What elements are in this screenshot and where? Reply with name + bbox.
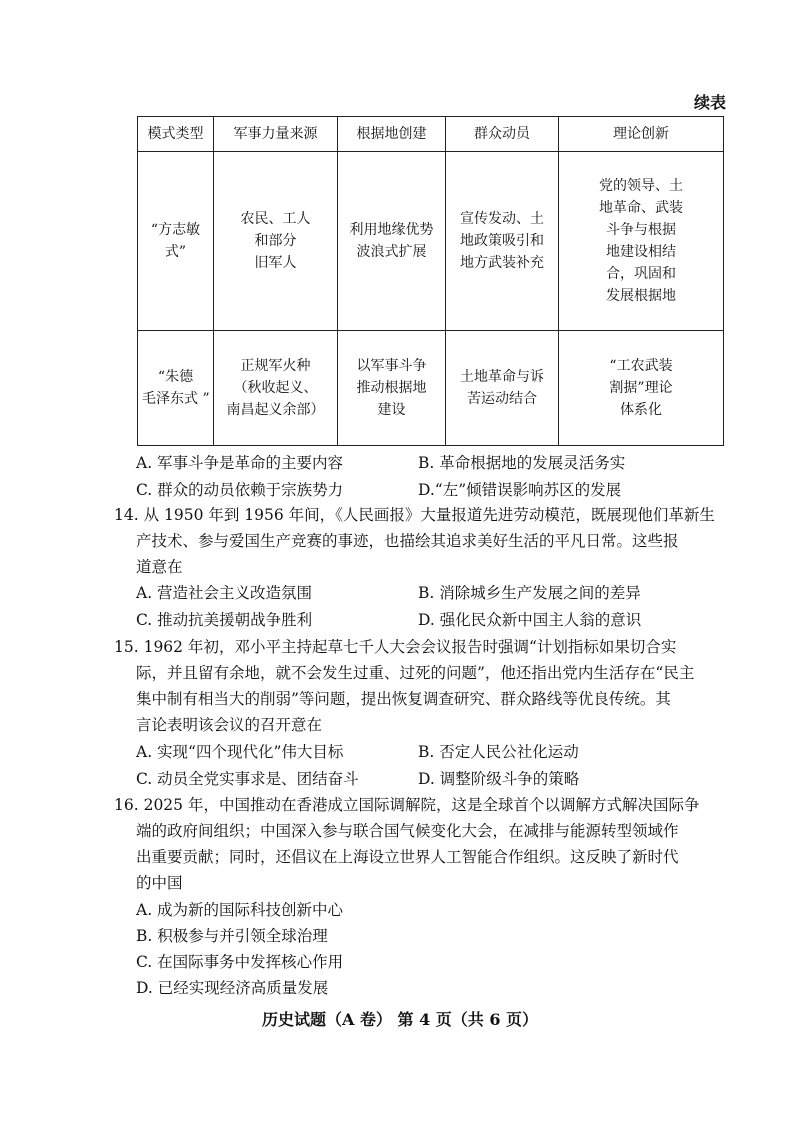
q16-option-a[interactable]: A. 成为新的国际科技创新中心 xyxy=(136,901,344,919)
cell-line: 和部分 xyxy=(254,233,297,249)
cell-line: 党的领导、土 xyxy=(599,178,683,194)
cell-line: 建设 xyxy=(377,402,406,418)
q16-option-c[interactable]: C. 在国际事务中发挥核心作用 xyxy=(136,953,344,971)
table-cell xyxy=(338,331,446,446)
cell-line: 以军事斗争 xyxy=(356,358,427,374)
cell-line: 毛泽东式 ” xyxy=(142,391,210,407)
cell-line: 苦运动结合 xyxy=(467,391,537,407)
q13-option-a[interactable]: A. 军事斗争是革命的主要内容 xyxy=(136,454,344,472)
q14-option-a[interactable]: A. 营造社会主义改造氛围 xyxy=(136,584,313,602)
table-header-cell: 根据地创建 xyxy=(338,117,446,152)
table-cell xyxy=(559,152,724,331)
q13-option-c[interactable]: C. 群众的动员依赖于宗族势力 xyxy=(136,481,344,499)
table-cell xyxy=(338,152,446,331)
table-cell xyxy=(214,152,338,331)
q14-option-c[interactable]: C. 推动抗美援朝战争胜利 xyxy=(136,611,313,629)
cell-line: （秋收起义、 xyxy=(233,380,318,396)
cell-line: “工农武装 xyxy=(609,358,673,374)
question-line: 集中制有相当大的削弱”等问题，提出恢复调查研究、群众路线等优良传统。其 xyxy=(136,690,671,708)
cell-line: “朱德 xyxy=(157,369,194,385)
table-header-cell: 军事力量来源 xyxy=(214,117,338,152)
cell-line: 地政策吸引和 xyxy=(460,233,544,249)
table-header-cell: 模式类型 xyxy=(138,117,214,152)
question-line: 14. 从 1950 年到 1956 年间，《人民画报》大量报道先进劳动模范，既展现他们革新生 xyxy=(114,506,715,524)
table-cell xyxy=(446,331,559,446)
cell-line: 斗争与根据 xyxy=(606,222,676,238)
cell-line: 农民、工人 xyxy=(240,211,311,227)
table-header-row xyxy=(138,117,724,152)
table-cell xyxy=(446,152,559,331)
cell-line: 推动根据地 xyxy=(356,380,427,396)
question-line: 15. 1962 年初，邓小平主持起草七千人大会会议报告时强调“计划指标如果切合实 xyxy=(114,638,677,656)
q15-option-b[interactable]: B. 否定人民公社化运动 xyxy=(418,743,579,761)
cell-line: 割据”理论 xyxy=(609,380,673,396)
question-15 xyxy=(114,634,724,738)
table-cell xyxy=(138,152,214,331)
q15-option-a[interactable]: A. 实现“四个现代化”伟大目标 xyxy=(136,743,344,761)
q14-option-d[interactable]: D. 强化民众新中国主人翁的意识 xyxy=(418,611,642,629)
cell-line: 旧军人 xyxy=(254,255,297,271)
question-line: 出重要贡献；同时，还倡议在上海设立世界人工智能合作组织。这反映了新时代 xyxy=(136,848,679,866)
cell-line: 土地革命与诉 xyxy=(460,369,544,385)
q13-option-d[interactable]: D.“左”倾错误影响苏区的发展 xyxy=(418,481,622,499)
cell-line: 地方武装补充 xyxy=(460,255,544,271)
cell-line: 利用地缘优势 xyxy=(349,222,434,238)
question-line: 16. 2025 年，中国推动在香港成立国际调解院，这是全球首个以调解方式解决国际争 xyxy=(114,796,700,814)
cell-line: 波浪式扩展 xyxy=(356,244,427,260)
page-footer: 历史试题（A 卷） 第 4 页（共 6 页） xyxy=(261,1010,539,1029)
q15-option-c[interactable]: C. 动员全党实事求是、团结奋斗 xyxy=(136,770,359,788)
q15-option-d[interactable]: D. 调整阶级斗争的策略 xyxy=(418,770,580,788)
cell-line: 合，巩固和 xyxy=(606,266,676,282)
cell-line: 地革命、武装 xyxy=(599,200,683,216)
cell-line: 宣传发动、土 xyxy=(460,211,544,227)
question-line: 端的政府间组织；中国深入参与联合国气候变化大会，在减排与能源转型领域作 xyxy=(136,822,679,840)
question-line: 产技术、参与爱国生产竞赛的事迹，也描绘其追求美好生活的平凡日常。这些报 xyxy=(136,532,679,550)
q14-option-b[interactable]: B. 消除城乡生产发展之间的差异 xyxy=(418,584,641,602)
table-header-cell: 理论创新 xyxy=(559,117,724,152)
question-line: 的中国 xyxy=(136,874,183,892)
question-line: 际，并且留有余地，就不会发生过重、过死的问题”，他还指出党内生活存在“民主 xyxy=(136,664,695,682)
continued-label: 续表 xyxy=(693,93,726,112)
question-14 xyxy=(114,502,724,580)
q16-option-b[interactable]: B. 积极参与并引领全球治理 xyxy=(136,927,328,945)
q16-option-d[interactable]: D. 已经实现经济高质量发展 xyxy=(136,979,329,997)
table-row xyxy=(138,331,724,446)
comparison-table xyxy=(137,116,724,446)
q13-option-b[interactable]: B. 革命根据地的发展灵活务实 xyxy=(418,454,626,472)
cell-line: 体系化 xyxy=(620,402,662,418)
table-header-cell: 群众动员 xyxy=(446,117,559,152)
cell-line: 地建设相结 xyxy=(606,244,676,260)
cell-line: 式” xyxy=(164,244,187,260)
table-cell xyxy=(559,331,724,446)
table-cell xyxy=(138,331,214,446)
question-line: 言论表明该会议的召开意在 xyxy=(136,716,323,734)
cell-line: 正规军火种 xyxy=(240,358,311,374)
cell-line: 发展根据地 xyxy=(606,288,676,304)
question-line: 道意在 xyxy=(136,558,183,576)
table-row xyxy=(138,152,724,331)
table-cell xyxy=(214,331,338,446)
cell-line: 南昌起义余部） xyxy=(226,402,325,418)
question-16 xyxy=(114,792,724,896)
cell-line: “方志敏 xyxy=(150,222,201,238)
